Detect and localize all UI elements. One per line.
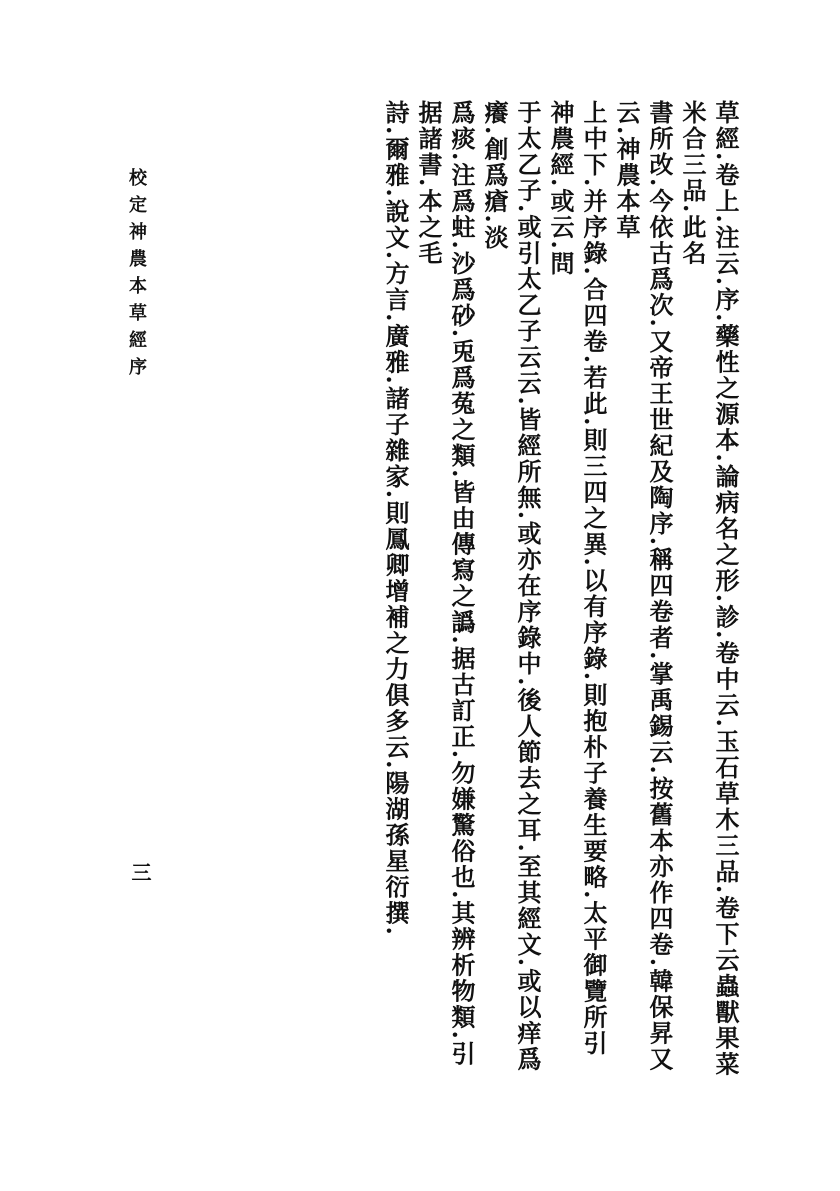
margin-title: 校定神農本草經序 bbox=[126, 168, 147, 384]
text-column-3: 上中下.并序錄.合四卷.若此.則三四之異.以有序錄.則抱朴子養生要略.太平御覽所引神農經.或云.問 bbox=[546, 100, 608, 1057]
text-column-1: 草經.卷上.注云.序.藥性之源本.論病名之形.診.卷中云.玉石草木三品.卷下云蟲獸果菜米合三品.此名 bbox=[678, 100, 740, 1078]
preface-text bbox=[381, 100, 742, 1080]
text-column-4: 于太乙子.或引太乙子云云.皆經所無.或亦在序錄中.後人節去之耳.至其經文.或以痒爲癢.創爲瘡.淡 bbox=[480, 100, 542, 1073]
text-column-6: 詩.爾雅.說文.方言.廣雅.諸子雜家.則鳳卿增補之力俱多云.陽湖孫星衍撰. bbox=[381, 100, 410, 937]
text-column-5: 爲痰.注爲蛀.沙爲砂.兎爲菟之類.皆由傳寫之譌.据古訂正.勿嫌驚俗也.其辨析物類.引据諸書.本之毛 bbox=[414, 100, 476, 1067]
page-number: 三 bbox=[128, 862, 152, 882]
text-column-2: 書所改.今依古爲次.又帝王世紀及陶序.稱四卷者.掌禹錫云.按舊本亦作四卷.韓保昇又云.神農本草 bbox=[612, 100, 674, 1073]
